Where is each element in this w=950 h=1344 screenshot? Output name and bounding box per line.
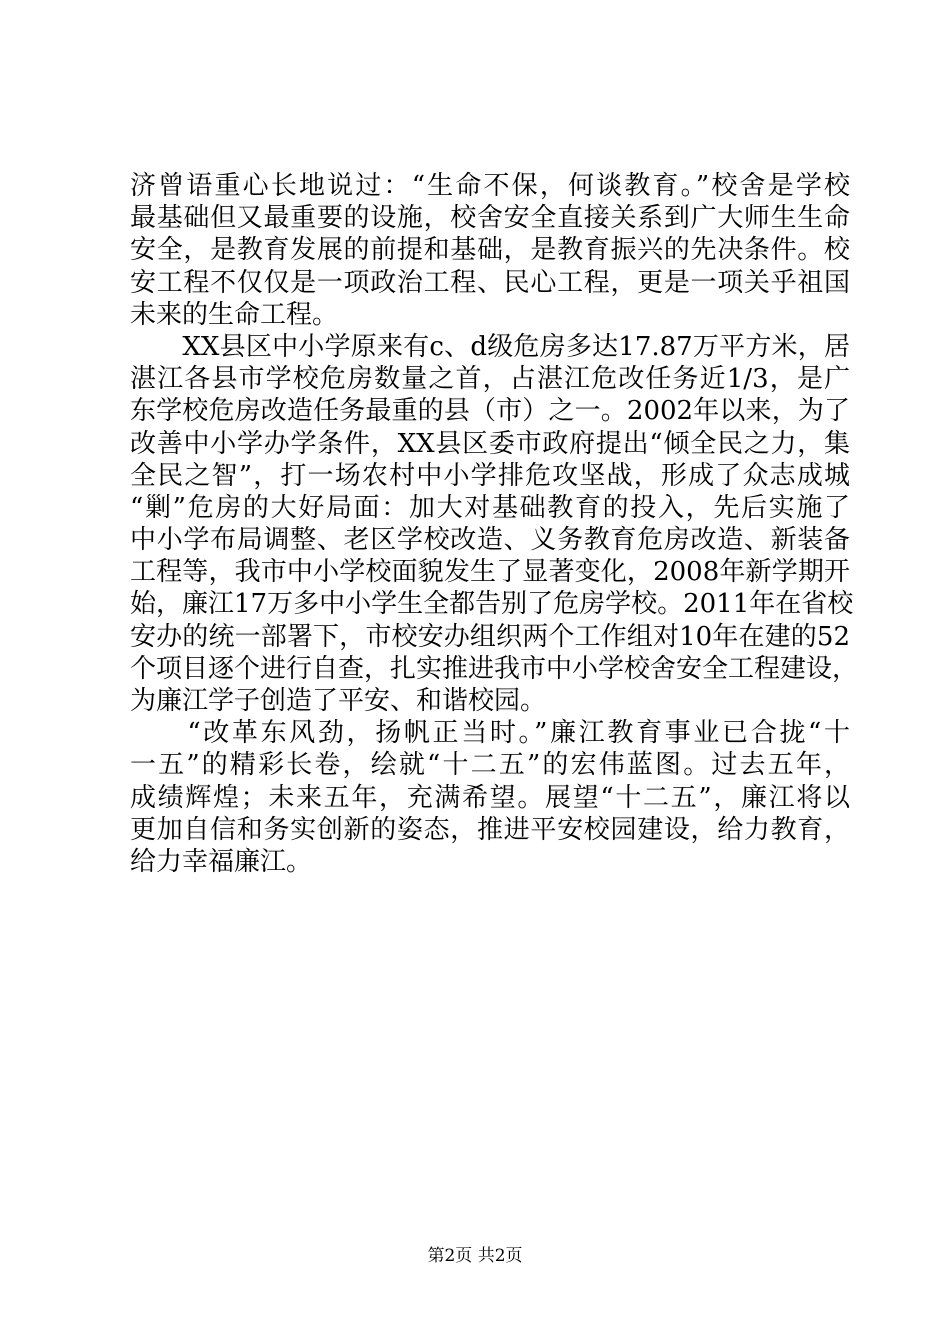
paragraph-2 bbox=[130, 331, 859, 717]
text-line: “改革东风劲，扬帆正当时。”廉江教育事业已合拢“十 bbox=[130, 718, 850, 749]
page-number-footer: 第2页 共2页 bbox=[427, 1246, 523, 1266]
text-line: 济曾语重心长地说过：“生命不保，何谈教育。”校舍是学校 bbox=[130, 171, 850, 201]
text-line: “剿”危房的大好局面：加大对基础教育的投入，先后实施了 bbox=[130, 492, 850, 523]
text-line: 工程等，我市中小学校面貌发生了显著变化，2008年新学期开 bbox=[130, 557, 850, 588]
text-line: 始，廉江17万多中小学生全都告别了危房学校。2011年在省校 bbox=[130, 589, 854, 620]
text-line: 中小学布局调整、老区学校改造、义务教育危房改造、新装备 bbox=[130, 525, 850, 556]
paragraph-1 bbox=[130, 170, 850, 331]
text-line: 安全，是教育发展的前提和基础，是教育振兴的先决条件。校 bbox=[130, 235, 850, 266]
text-line: 个项目逐个进行自查，扎实推进我市中小学校舍安全工程建设， bbox=[130, 653, 859, 684]
text-line: XX县区中小学原来有c、d级危房多达17.87万平方米，居 bbox=[130, 331, 850, 362]
paragraph-3 bbox=[130, 717, 850, 878]
text-line: 未来的生命工程。 bbox=[130, 299, 339, 330]
text-line: 给力幸福廉江。 bbox=[130, 846, 313, 877]
text-line: 更加自信和务实创新的姿态，推进平安校园建设，给力教育， bbox=[130, 814, 850, 845]
text-line: 为廉江学子创造了平安、和谐校园。 bbox=[130, 686, 547, 716]
text-line: 安工程不仅仅是一项政治工程、民心工程，更是一项关乎祖国 bbox=[130, 267, 850, 298]
text-line: 东学校危房改造任务最重的县（市）之一。2002年以来，为了 bbox=[130, 396, 850, 427]
text-line: 最基础但又最重要的设施，校舍安全直接关系到广大师生生命 bbox=[130, 203, 850, 234]
text-line: 湛江各县市学校危房数量之首，占湛江危改任务近1/3，是广 bbox=[130, 364, 850, 395]
text-line: 安办的统一部署下，市校安办组织两个工作组对10年在建的52 bbox=[130, 621, 850, 652]
text-line: 一五”的精彩长卷，绘就“十二五”的宏伟蓝图。过去五年， bbox=[130, 750, 850, 781]
text-line: 改善中小学办学条件，XX县区委市政府提出“倾全民之力，集 bbox=[130, 428, 850, 459]
body-text bbox=[130, 170, 859, 878]
text-line: 成绩辉煌；未来五年，充满希望。展望“十二五”，廉江将以 bbox=[130, 782, 850, 813]
text-line: 全民之智”，打一场农村中小学排危攻坚战，形成了众志成城 bbox=[130, 460, 850, 491]
